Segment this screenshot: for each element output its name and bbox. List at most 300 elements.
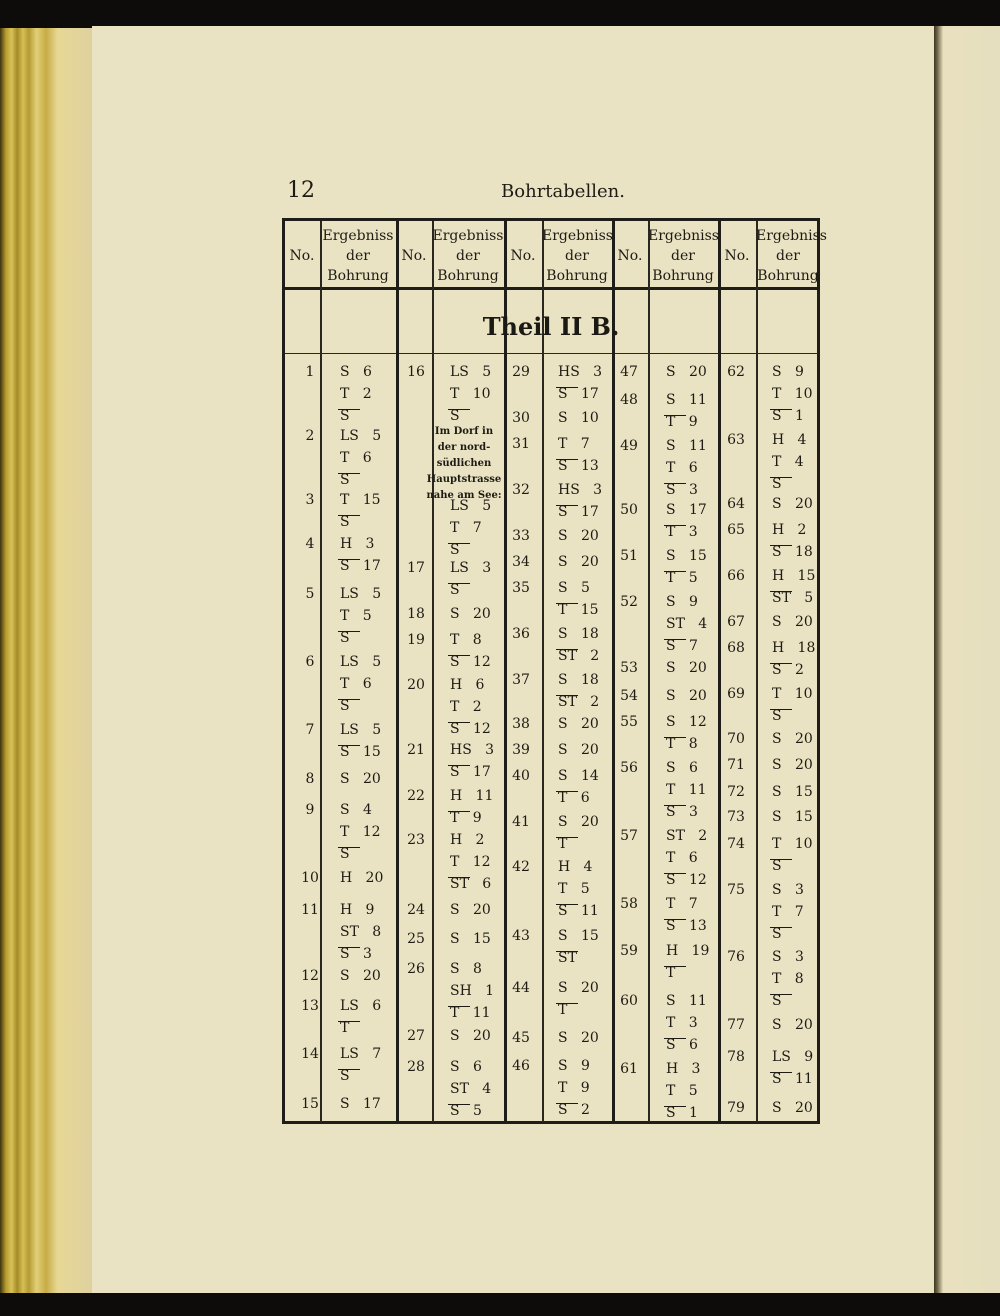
boring-number: 65 xyxy=(727,522,745,538)
result-line: S 20 xyxy=(558,814,599,830)
result-line: LS 3 xyxy=(450,560,492,576)
fraction-bar xyxy=(338,847,360,848)
result-line: S 17 xyxy=(558,386,599,402)
column-rule xyxy=(542,221,544,1122)
result-line: T 3 xyxy=(666,1015,698,1031)
result-line: S 20 xyxy=(772,1017,813,1033)
result-line: S xyxy=(340,846,350,862)
result-line: S 20 xyxy=(558,716,599,732)
fraction-bar xyxy=(338,745,360,746)
result-line: S 15 xyxy=(666,548,707,564)
fraction-bar xyxy=(664,639,686,640)
boring-number: 13 xyxy=(301,998,319,1014)
result-line: T 9 xyxy=(558,1080,590,1096)
result-line: S 1 xyxy=(666,1105,698,1121)
boring-number: 28 xyxy=(407,1059,425,1075)
column-rule xyxy=(718,221,721,1122)
result-line: T 6 xyxy=(666,460,698,476)
header-result-5: Ergebniss der Bohrung xyxy=(756,228,827,284)
column-rule xyxy=(320,221,322,1122)
result-line: S 20 xyxy=(450,902,491,918)
result-line: S 12 xyxy=(666,714,707,730)
boring-number: 72 xyxy=(727,784,745,800)
result-line: S 17 xyxy=(450,764,491,780)
boring-number: 61 xyxy=(620,1061,638,1077)
boring-number: 47 xyxy=(620,364,638,380)
result-line: S 20 xyxy=(666,688,707,704)
boring-number: 54 xyxy=(620,688,638,704)
result-line: S xyxy=(340,472,350,488)
result-line: S xyxy=(772,926,782,942)
result-line: S 11 xyxy=(666,392,707,408)
result-line: T 10 xyxy=(450,386,491,402)
header-result-1: Ergebniss der Bohrung xyxy=(322,228,394,284)
result-line: S 20 xyxy=(450,606,491,622)
fraction-bar xyxy=(338,947,360,948)
result-line: S 9 xyxy=(558,1058,590,1074)
boring-number: 52 xyxy=(620,594,638,610)
result-line: T 5 xyxy=(558,881,590,897)
header-no-2: No. xyxy=(401,248,427,264)
result-line: S 20 xyxy=(450,1028,491,1044)
fraction-bar xyxy=(770,994,792,995)
result-line: S 20 xyxy=(558,980,599,996)
fraction-bar xyxy=(338,559,360,560)
boring-number: 26 xyxy=(407,961,425,977)
result-line: LS 5 xyxy=(450,364,492,380)
boring-number: 30 xyxy=(512,410,530,426)
fraction-bar xyxy=(556,603,578,604)
header-no-5: No. xyxy=(724,248,750,264)
boring-number: 23 xyxy=(407,832,425,848)
result-line: S 15 xyxy=(558,928,599,944)
fraction-bar xyxy=(556,1003,578,1004)
result-line: T 10 xyxy=(772,386,813,402)
result-line: T 15 xyxy=(340,492,381,508)
result-line: T 2 xyxy=(340,386,372,402)
boring-number: 31 xyxy=(512,436,530,452)
fraction-bar xyxy=(338,631,360,632)
boring-number: 63 xyxy=(727,432,745,448)
fraction-bar xyxy=(770,663,792,664)
result-line: LS 5 xyxy=(450,498,492,514)
facing-page-edge xyxy=(934,26,1000,1293)
fraction-bar xyxy=(556,837,578,838)
result-line: ST 6 xyxy=(450,876,492,892)
result-line: LS 6 xyxy=(340,998,382,1014)
section-rule xyxy=(284,353,818,354)
boring-number: 77 xyxy=(727,1017,745,1033)
result-line: H 18 xyxy=(772,640,816,656)
result-line: S 20 xyxy=(772,496,813,512)
result-line: S xyxy=(450,582,460,598)
result-line: H 19 xyxy=(666,943,710,959)
result-line: T 6 xyxy=(340,450,372,466)
result-line: S 11 xyxy=(666,993,707,1009)
result-line: S xyxy=(340,408,350,424)
boring-number: 6 xyxy=(305,654,315,670)
result-line: S 5 xyxy=(450,1103,482,1119)
boring-number: 4 xyxy=(305,536,315,552)
result-line: H 3 xyxy=(666,1061,701,1077)
result-line: S 3 xyxy=(340,946,372,962)
boring-number: 78 xyxy=(727,1049,745,1065)
fraction-bar xyxy=(664,1038,686,1039)
result-line: T 7 xyxy=(558,436,590,452)
boring-number: 73 xyxy=(727,809,745,825)
fraction-bar xyxy=(664,1106,686,1107)
fraction-bar xyxy=(448,877,470,878)
header-no-3: No. xyxy=(510,248,536,264)
result-line: T 7 xyxy=(772,904,804,920)
result-line: S 6 xyxy=(666,760,698,776)
result-line: LS 5 xyxy=(340,654,382,670)
result-line: T 4 xyxy=(772,454,804,470)
header-no-1: No. xyxy=(289,248,315,264)
fraction-bar xyxy=(770,545,792,546)
result-line: T xyxy=(666,965,676,981)
boring-number: 44 xyxy=(512,980,530,996)
fraction-bar xyxy=(448,409,470,410)
result-line: LS 5 xyxy=(340,428,382,444)
result-line: S 6 xyxy=(340,364,372,380)
result-line: HS 3 xyxy=(558,364,603,380)
boring-number: 69 xyxy=(727,686,745,702)
boring-number: 2 xyxy=(305,428,315,444)
boring-number: 46 xyxy=(512,1058,530,1074)
boring-number: 60 xyxy=(620,993,638,1009)
result-line: HS 3 xyxy=(558,482,603,498)
fraction-bar xyxy=(770,709,792,710)
result-line: S 4 xyxy=(340,802,372,818)
header-result-4: Ergebniss der Bohrung xyxy=(648,228,719,284)
header-no-4: No. xyxy=(617,248,643,264)
result-line: H 2 xyxy=(450,832,485,848)
result-line: ST 2 xyxy=(558,648,600,664)
fraction-bar xyxy=(448,543,470,544)
fraction-bar xyxy=(664,966,686,967)
fraction-bar xyxy=(556,459,578,460)
result-line: S xyxy=(450,542,460,558)
fraction-bar xyxy=(338,473,360,474)
result-line: HS 3 xyxy=(450,742,495,758)
result-line: S xyxy=(772,476,782,492)
result-line: T 10 xyxy=(772,836,813,852)
result-line: S xyxy=(772,708,782,724)
boring-number: 39 xyxy=(512,742,530,758)
boring-number: 22 xyxy=(407,788,425,804)
boring-number: 42 xyxy=(512,859,530,875)
result-line: ST 2 xyxy=(666,828,708,844)
fraction-bar xyxy=(770,477,792,478)
boring-number: 76 xyxy=(727,949,745,965)
result-line: S 3 xyxy=(666,482,698,498)
fraction-bar xyxy=(664,919,686,920)
result-line: T 6 xyxy=(558,790,590,806)
fraction-bar xyxy=(556,649,578,650)
result-line: S xyxy=(772,993,782,1009)
fraction-bar xyxy=(664,415,686,416)
fraction-bar xyxy=(448,722,470,723)
boring-number: 15 xyxy=(301,1096,319,1112)
boring-number: 41 xyxy=(512,814,530,830)
result-line: S 2 xyxy=(772,662,804,678)
column-rule xyxy=(612,221,615,1122)
boring-number: 66 xyxy=(727,568,745,584)
result-line: S 2 xyxy=(558,1102,590,1118)
result-line: S 10 xyxy=(558,410,599,426)
fraction-bar xyxy=(338,1021,360,1022)
result-line: T 8 xyxy=(666,736,698,752)
boring-number: 50 xyxy=(620,502,638,518)
result-line: T 8 xyxy=(772,971,804,987)
result-line: S 15 xyxy=(772,784,813,800)
boring-number: 62 xyxy=(727,364,745,380)
result-line: T 3 xyxy=(666,524,698,540)
boring-number: 68 xyxy=(727,640,745,656)
result-line: S 1 xyxy=(772,408,804,424)
result-line: S 20 xyxy=(558,1030,599,1046)
result-line: H 9 xyxy=(340,902,375,918)
fraction-bar xyxy=(448,1104,470,1105)
result-line: T 15 xyxy=(558,602,599,618)
header-result-2: Ergebniss der Bohrung xyxy=(432,228,504,284)
fraction-bar xyxy=(338,699,360,700)
column-rule xyxy=(648,221,650,1122)
result-line: S 20 xyxy=(340,968,381,984)
result-line: T 6 xyxy=(666,850,698,866)
boring-number: 9 xyxy=(305,802,315,818)
result-line: S 17 xyxy=(340,1096,381,1112)
column-rule xyxy=(432,221,434,1122)
boring-number: 11 xyxy=(301,902,319,918)
fraction-bar xyxy=(664,737,686,738)
result-line: S 3 xyxy=(772,882,804,898)
boring-number: 55 xyxy=(620,714,638,730)
result-line: T 8 xyxy=(450,632,482,648)
fraction-bar xyxy=(448,583,470,584)
running-title: Bohrtabellen. xyxy=(501,181,625,202)
result-line: T xyxy=(340,1020,350,1036)
fraction-bar xyxy=(338,1069,360,1070)
result-line: S 15 xyxy=(340,744,381,760)
result-line: S 6 xyxy=(666,1037,698,1053)
result-line: T 12 xyxy=(340,824,381,840)
result-line: ST 8 xyxy=(340,924,382,940)
result-line: S 6 xyxy=(450,1059,482,1075)
fraction-bar xyxy=(448,765,470,766)
boring-number: 1 xyxy=(305,364,315,380)
result-line: T xyxy=(558,1002,568,1018)
result-line: LS 5 xyxy=(340,722,382,738)
result-line: ST 2 xyxy=(558,694,600,710)
boring-number: 43 xyxy=(512,928,530,944)
fraction-bar xyxy=(664,525,686,526)
boring-number: 25 xyxy=(407,931,425,947)
result-line: ST 4 xyxy=(666,616,708,632)
page-number: 12 xyxy=(287,178,315,203)
result-line: S 12 xyxy=(666,872,707,888)
result-line: S 12 xyxy=(450,654,491,670)
result-line: H 20 xyxy=(340,870,384,886)
result-line: S 11 xyxy=(666,438,707,454)
result-line: T 2 xyxy=(450,699,482,715)
result-line: T xyxy=(558,836,568,852)
result-line: S 18 xyxy=(772,544,813,560)
result-line: SH 1 xyxy=(450,983,495,999)
boring-number: 18 xyxy=(407,606,425,622)
fraction-bar xyxy=(770,927,792,928)
result-line: H 2 xyxy=(772,522,807,538)
boring-number: 51 xyxy=(620,548,638,564)
result-line: S 20 xyxy=(666,364,707,380)
boring-number: 37 xyxy=(512,672,530,688)
boring-number: 64 xyxy=(727,496,745,512)
result-line: S 15 xyxy=(450,931,491,947)
boring-number: 8 xyxy=(305,771,315,787)
boring-number: 20 xyxy=(407,677,425,693)
fraction-bar xyxy=(556,791,578,792)
boring-number: 67 xyxy=(727,614,745,630)
result-line: S 17 xyxy=(666,502,707,518)
result-line: S xyxy=(450,408,460,424)
result-line: T 6 xyxy=(340,676,372,692)
result-line: S 20 xyxy=(558,742,599,758)
result-line: S 9 xyxy=(666,594,698,610)
boring-number: 5 xyxy=(305,586,315,602)
result-line: S xyxy=(340,698,350,714)
result-line: S 18 xyxy=(558,626,599,642)
fraction-bar xyxy=(664,873,686,874)
fraction-bar xyxy=(770,859,792,860)
result-line: S 20 xyxy=(772,614,813,630)
boring-number: 79 xyxy=(727,1100,745,1116)
result-line: S xyxy=(772,858,782,874)
boring-number: 34 xyxy=(512,554,530,570)
boring-number: 48 xyxy=(620,392,638,408)
result-line: ST 5 xyxy=(772,590,814,606)
result-line: S 18 xyxy=(558,672,599,688)
boring-number: 33 xyxy=(512,528,530,544)
result-line: S xyxy=(340,630,350,646)
result-line: T 9 xyxy=(450,810,482,826)
result-line: T 12 xyxy=(450,854,491,870)
fraction-bar xyxy=(664,805,686,806)
result-line: LS 9 xyxy=(772,1049,814,1065)
boring-number: 75 xyxy=(727,882,745,898)
boring-number: 36 xyxy=(512,626,530,642)
result-line: S 7 xyxy=(666,638,698,654)
fraction-bar xyxy=(556,1103,578,1104)
boring-number: 59 xyxy=(620,943,638,959)
boring-number: 35 xyxy=(512,580,530,596)
result-line: S 13 xyxy=(666,918,707,934)
book-page-edges xyxy=(0,28,96,1293)
result-line: S 3 xyxy=(666,804,698,820)
result-line: S 11 xyxy=(772,1071,813,1087)
boring-number: 12 xyxy=(301,968,319,984)
boring-number: 17 xyxy=(407,560,425,576)
boring-number: 19 xyxy=(407,632,425,648)
boring-number: 58 xyxy=(620,896,638,912)
fraction-bar xyxy=(338,409,360,410)
result-line: T 5 xyxy=(666,570,698,586)
result-line: T 7 xyxy=(450,520,482,536)
result-line: S 20 xyxy=(772,1100,813,1116)
fraction-bar xyxy=(770,409,792,410)
result-line: H 11 xyxy=(450,788,494,804)
result-line: ST 4 xyxy=(450,1081,492,1097)
boring-number: 40 xyxy=(512,768,530,784)
fraction-bar xyxy=(664,483,686,484)
result-line: S 20 xyxy=(340,771,381,787)
boring-number: 57 xyxy=(620,828,638,844)
result-line: H 4 xyxy=(558,859,593,875)
column-rule xyxy=(396,221,399,1122)
boring-number: 14 xyxy=(301,1046,319,1062)
header-result-3: Ergebniss der Bohrung xyxy=(542,228,613,284)
column-rule xyxy=(756,221,758,1122)
fraction-bar xyxy=(556,904,578,905)
location-note: Im Dorf in der nord- südlichen Hauptstrasse nahe am See: xyxy=(426,426,502,501)
result-line: LS 7 xyxy=(340,1046,382,1062)
result-line: S 20 xyxy=(666,660,707,676)
boring-number: 38 xyxy=(512,716,530,732)
result-line: S 20 xyxy=(558,554,599,570)
result-line: S 5 xyxy=(558,580,590,596)
result-line: T 10 xyxy=(772,686,813,702)
result-line: ST xyxy=(558,950,577,966)
boring-number: 53 xyxy=(620,660,638,676)
boring-number: 45 xyxy=(512,1030,530,1046)
result-line: S 8 xyxy=(450,961,482,977)
result-line: T 11 xyxy=(666,782,707,798)
result-line: H 15 xyxy=(772,568,816,584)
result-line: S 15 xyxy=(772,809,813,825)
fraction-bar xyxy=(338,515,360,516)
result-line: S 9 xyxy=(772,364,804,380)
boring-number: 29 xyxy=(512,364,530,380)
result-line: T 9 xyxy=(666,414,698,430)
result-line: S xyxy=(340,514,350,530)
section-title: Theil II B. xyxy=(482,312,620,341)
result-line: S 20 xyxy=(772,757,813,773)
result-line: S xyxy=(340,1068,350,1084)
result-line: S 20 xyxy=(772,731,813,747)
boring-number: 24 xyxy=(407,902,425,918)
fraction-bar xyxy=(770,1072,792,1073)
result-line: LS 5 xyxy=(340,586,382,602)
result-line: T 11 xyxy=(450,1005,491,1021)
fraction-bar xyxy=(556,387,578,388)
result-line: H 6 xyxy=(450,677,485,693)
result-line: T 5 xyxy=(340,608,372,624)
boring-number: 49 xyxy=(620,438,638,454)
boring-number: 3 xyxy=(305,492,315,508)
fraction-bar xyxy=(448,655,470,656)
result-line: S 14 xyxy=(558,768,599,784)
result-line: H 3 xyxy=(340,536,375,552)
fraction-bar xyxy=(664,571,686,572)
result-line: T 7 xyxy=(666,896,698,912)
boring-number: 32 xyxy=(512,482,530,498)
fraction-bar xyxy=(556,505,578,506)
boring-number: 56 xyxy=(620,760,638,776)
result-line: T 5 xyxy=(666,1083,698,1099)
fraction-bar xyxy=(448,1006,470,1007)
column-rule xyxy=(504,221,507,1122)
boring-number: 21 xyxy=(407,742,425,758)
